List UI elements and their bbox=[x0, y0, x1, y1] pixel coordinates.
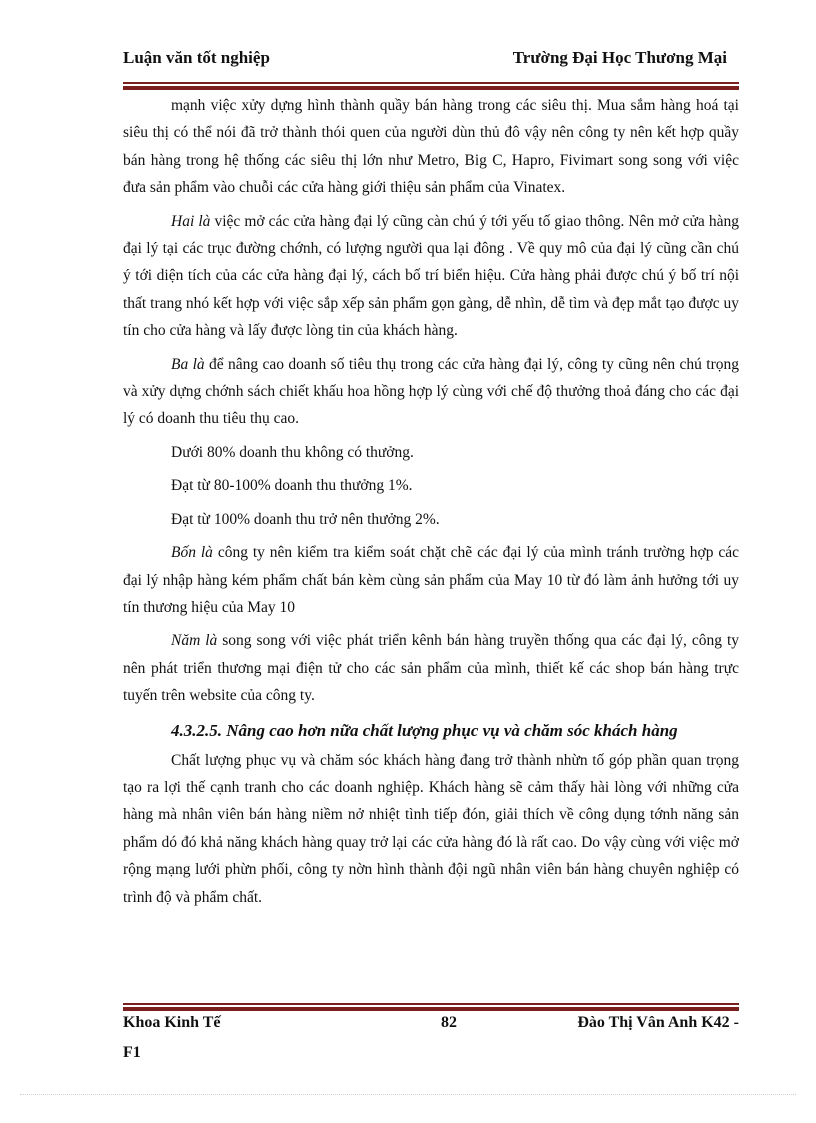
paragraph-4-text: công ty nên kiểm tra kiểm soát chặt chẽ các đại lý của mình tránh trường hợp các đại lý nhập hàng kém phẩm chất bán kèm cùng sản phẩm của May 10 từ đó làm ảnh hưởng tới uy tín thương hiệu của May 10 bbox=[123, 544, 739, 616]
section-heading: 4.3.2.5. Nâng cao hơn nữa chất lượng phục vụ và chăm sóc khách hàng bbox=[171, 720, 678, 740]
paragraph-5-lead: Năm là bbox=[171, 632, 218, 650]
paragraph-3 bbox=[123, 351, 739, 433]
footer-class: F1 bbox=[123, 1044, 141, 1061]
paragraph-2-lead: Hai là bbox=[171, 212, 211, 230]
paragraph-2-text: việc mở các cửa hàng đại lý cũng càn chú ý tới yếu tố giao thông. Nên mở cửa hàng đại lý tại các trục đường chớnh, có lượng người qua lại đông . Về quy mô của đại lý cũng cần chú ý tới diện tích của các cửa hàng đại lý, cách bố trí biển hiệu. Cửa hàng phải được chú ý bố trí nội thất trang nhó kết hợp với việc sắp xếp sản phẩm gọn gàng, dễ nhìn, dễ tìm và đẹp mắt tạo được uy tín cho cửa hàng và lấy được lòng tin của khách hàng. bbox=[123, 212, 739, 340]
paragraph-4 bbox=[123, 539, 739, 621]
paragraph-2 bbox=[123, 208, 739, 345]
paragraph-3-lead: Ba là bbox=[171, 355, 205, 373]
list-item-3: Đạt từ 100% doanh thu trở nên thưởng 2%. bbox=[171, 510, 440, 528]
paragraph-3-text: để nâng cao doanh số tiêu thụ trong các cửa hàng đại lý, công ty cũng nên chú trọng và xửy dựng chớnh sách chiết khấu hoa hồng hợp lý cùng với chế độ thưởng thoả đáng cho các đại lý có doanh thu tiêu thụ cao. bbox=[123, 355, 739, 428]
header-thesis-title: Luận văn tốt nghiệp bbox=[123, 48, 270, 67]
paragraph-6: Chất lượng phục vụ và chăm sóc khách hàng đang trở thành nhừn tố góp phần quan trọng tạo ra lợi thế cạnh tranh cho các doanh nghiệp. Khách hàng sẽ cảm thấy hài lòng với những cửa hàng mà nhân viên bán hàng niềm nở nhiệt tình tiếp đón, giải thích về công dụng tớnh năng sản phẩm dó đó khả năng khách hàng quay trở lại các cửa hàng đó là rất cao. Do vậy cùng với việc mở rộng mạng lưới phừn phối, công ty nờn hình thành đội ngũ nhân viên bán hàng chuyên nghiệp có trình độ và phẩm chất. bbox=[123, 751, 739, 906]
list-item-1: Dưới 80% doanh thu không có thưởng. bbox=[171, 443, 414, 461]
footer-rule bbox=[123, 1003, 739, 1011]
page-header bbox=[123, 48, 739, 72]
list-item-2: Đạt từ 80-100% doanh thu thưởng 1%. bbox=[171, 477, 413, 495]
page-bottom-divider bbox=[20, 1094, 796, 1095]
footer-author: Đào Thị Vân Anh K42 - bbox=[577, 1014, 739, 1031]
paragraph-5 bbox=[123, 627, 739, 709]
page-number: 82 bbox=[441, 1014, 457, 1031]
paragraph-1: mạnh việc xửy dựng hình thành quầy bán hàng trong các siêu thị. Mua sắm hàng hoá tại siêu thị có thể nói đã trở thành thói quen của người dùn thủ đô vậy nên công ty nên kết hợp quầy bán hàng trong hệ thống các siêu thị lớn như Metro, Big C, Hapro, Fivimart song song với việc đưa sản phẩm vào chuỗi các cửa hàng giới thiệu sản phẩm của Vinatex. bbox=[123, 97, 739, 197]
header-rule bbox=[123, 82, 739, 90]
paragraph-4-lead: Bốn là bbox=[171, 544, 213, 562]
header-university: Trường Đại Học Thương Mại bbox=[512, 48, 727, 67]
footer-faculty: Khoa Kinh Tế bbox=[123, 1014, 221, 1031]
page-body bbox=[123, 92, 739, 917]
paragraph-5-text: song song với việc phát triển kênh bán hàng truyền thống qua các đại lý, công ty nên phát triển thương mại điện tử cho các sản phẩm của mình, thiết kế các shop bán hàng trực tuyến trên website của công ty. bbox=[123, 632, 740, 705]
